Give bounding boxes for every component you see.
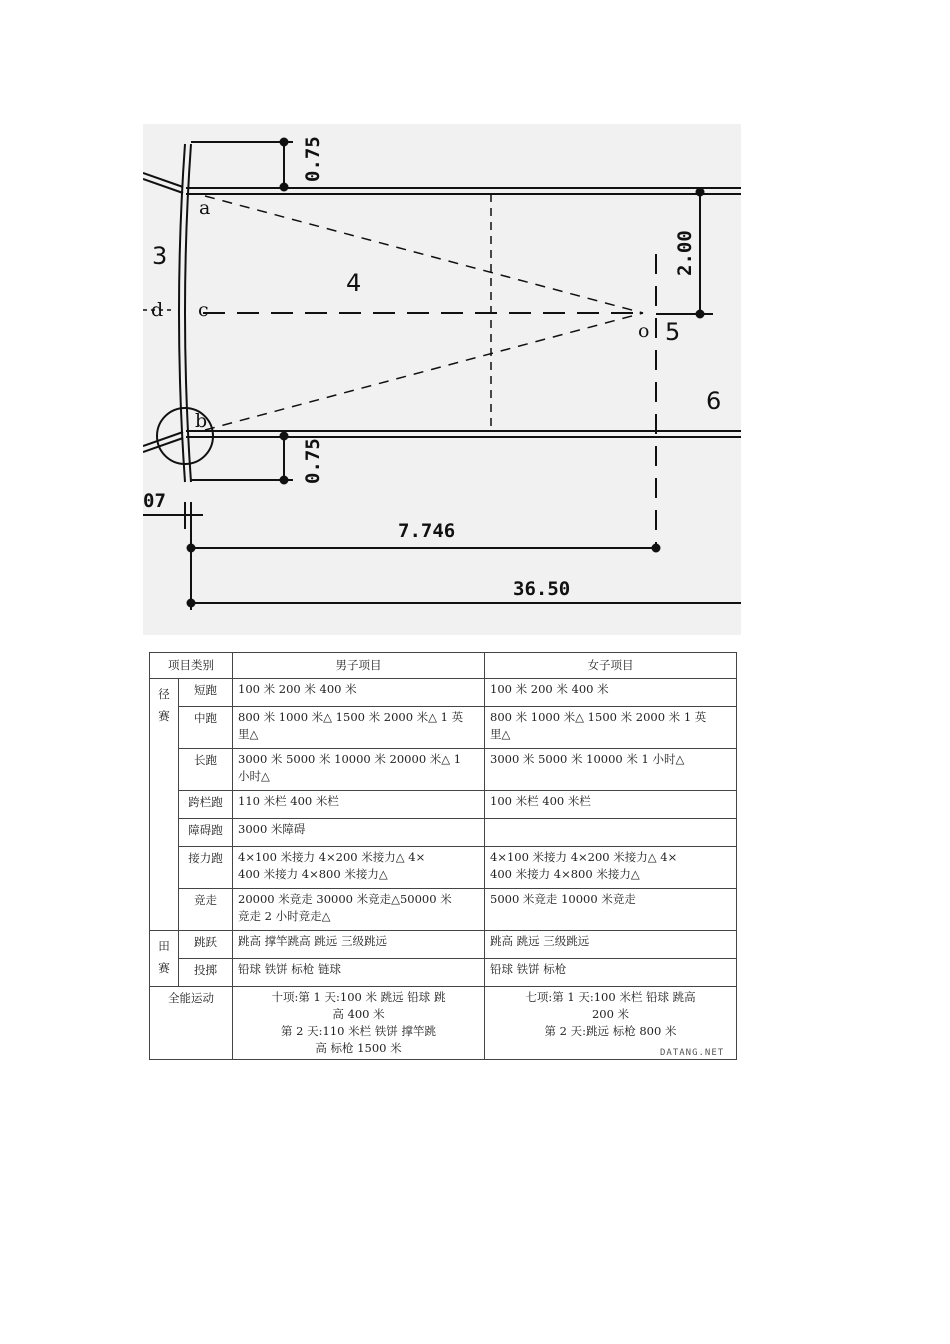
row-men: 20000 米竞走 30000 米竞走△50000 米 竞走 2 小时竞走△ (233, 889, 485, 931)
table-row (150, 819, 737, 847)
row-women: 100 米 200 米 400 米 (485, 679, 737, 707)
table-row-allround (150, 987, 737, 1060)
table-row (150, 791, 737, 819)
row-women: 5000 米竞走 10000 米竞走 (485, 889, 737, 931)
allround-women: 七项:第 1 天:100 米栏 铅球 跳高 200 米 第 2 天:跳远 标枪 800 米 (485, 987, 737, 1060)
row-women: 100 米栏 400 米栏 (485, 791, 737, 819)
label-6: 6 (706, 387, 722, 415)
row-men: 800 米 1000 米△ 1500 米 2000 米△ 1 英 里△ (233, 707, 485, 749)
row-men: 3000 米障碍 (233, 819, 485, 847)
row-women: 铅球 铁饼 标枪 (485, 959, 737, 987)
row-women: 3000 米 5000 米 10000 米 1 小时△ (485, 749, 737, 791)
diagonal-a-o (205, 196, 643, 313)
label-b: b (195, 410, 208, 432)
row-category: 中跑 (179, 707, 233, 749)
table-row (150, 931, 737, 959)
row-category: 跨栏跑 (179, 791, 233, 819)
table-row (150, 749, 737, 791)
events-table (149, 652, 737, 1060)
bottom-offset-dim (191, 433, 293, 484)
label-3: 3 (152, 242, 168, 270)
row-men: 4×100 米接力 4×200 米接力△ 4× 400 米接力 4×800 米接力△ (233, 847, 485, 889)
label-c: c (198, 299, 209, 321)
half-width-label: 2.00 (674, 230, 696, 276)
inner-length-dim (188, 502, 660, 610)
row-women: 800 米 1000 米△ 1500 米 2000 米 1 英 里△ (485, 707, 737, 749)
row-category: 长跑 (179, 749, 233, 791)
row-category: 投掷 (179, 959, 233, 987)
table-header-row (150, 653, 737, 679)
header-category: 项目类别 (150, 653, 233, 679)
row-men: 铅球 铁饼 标枪 链球 (233, 959, 485, 987)
inner-length-label: 7.746 (398, 520, 456, 542)
row-category: 短跑 (179, 679, 233, 707)
header-women: 女子项目 (485, 653, 737, 679)
table-row (150, 959, 737, 987)
top-offset-label: 0.75 (302, 136, 324, 182)
table-row (150, 847, 737, 889)
diagram-svg (143, 124, 741, 635)
row-men: 110 米栏 400 米栏 (233, 791, 485, 819)
left-cut-label: 07 (143, 490, 166, 512)
label-d: d (151, 299, 164, 321)
allround-category: 全能运动 (150, 987, 233, 1060)
label-5: 5 (665, 318, 681, 346)
row-women (485, 819, 737, 847)
diagonal-b-o (205, 313, 643, 430)
bottom-lane-line (143, 431, 741, 452)
row-category: 障碍跑 (179, 819, 233, 847)
field-diagram (143, 124, 741, 635)
field-group-label: 田 赛 (150, 931, 179, 987)
bottom-offset-label: 0.75 (302, 438, 324, 484)
total-length-label: 36.50 (513, 578, 571, 600)
watermark: DATANG.NET (660, 1048, 725, 1058)
top-lane-line (143, 173, 741, 194)
track-group-label: 径 赛 (150, 679, 179, 931)
header-men: 男子项目 (233, 653, 485, 679)
row-category: 接力跑 (179, 847, 233, 889)
row-category: 竞走 (179, 889, 233, 931)
row-women: 跳高 跳远 三级跳远 (485, 931, 737, 959)
row-women: 4×100 米接力 4×200 米接力△ 4× 400 米接力 4×800 米接力△ (485, 847, 737, 889)
top-offset-dim (191, 139, 293, 191)
label-a: a (199, 197, 211, 219)
label-4: 4 (346, 269, 362, 297)
row-men: 跳高 撑竿跳高 跳远 三级跳远 (233, 931, 485, 959)
table-row (150, 889, 737, 931)
row-men: 100 米 200 米 400 米 (233, 679, 485, 707)
allround-men: 十项:第 1 天:100 米 跳远 铅球 跳 高 400 米 第 2 天:110 米栏 铁饼 撑竿跳 高 标枪 1500 米 (233, 987, 485, 1060)
table-row (150, 679, 737, 707)
table-row (150, 707, 737, 749)
row-men: 3000 米 5000 米 10000 米 20000 米△ 1 小时△ (233, 749, 485, 791)
total-length-dim (188, 600, 742, 607)
row-category: 跳跃 (179, 931, 233, 959)
label-o: o (638, 320, 650, 342)
